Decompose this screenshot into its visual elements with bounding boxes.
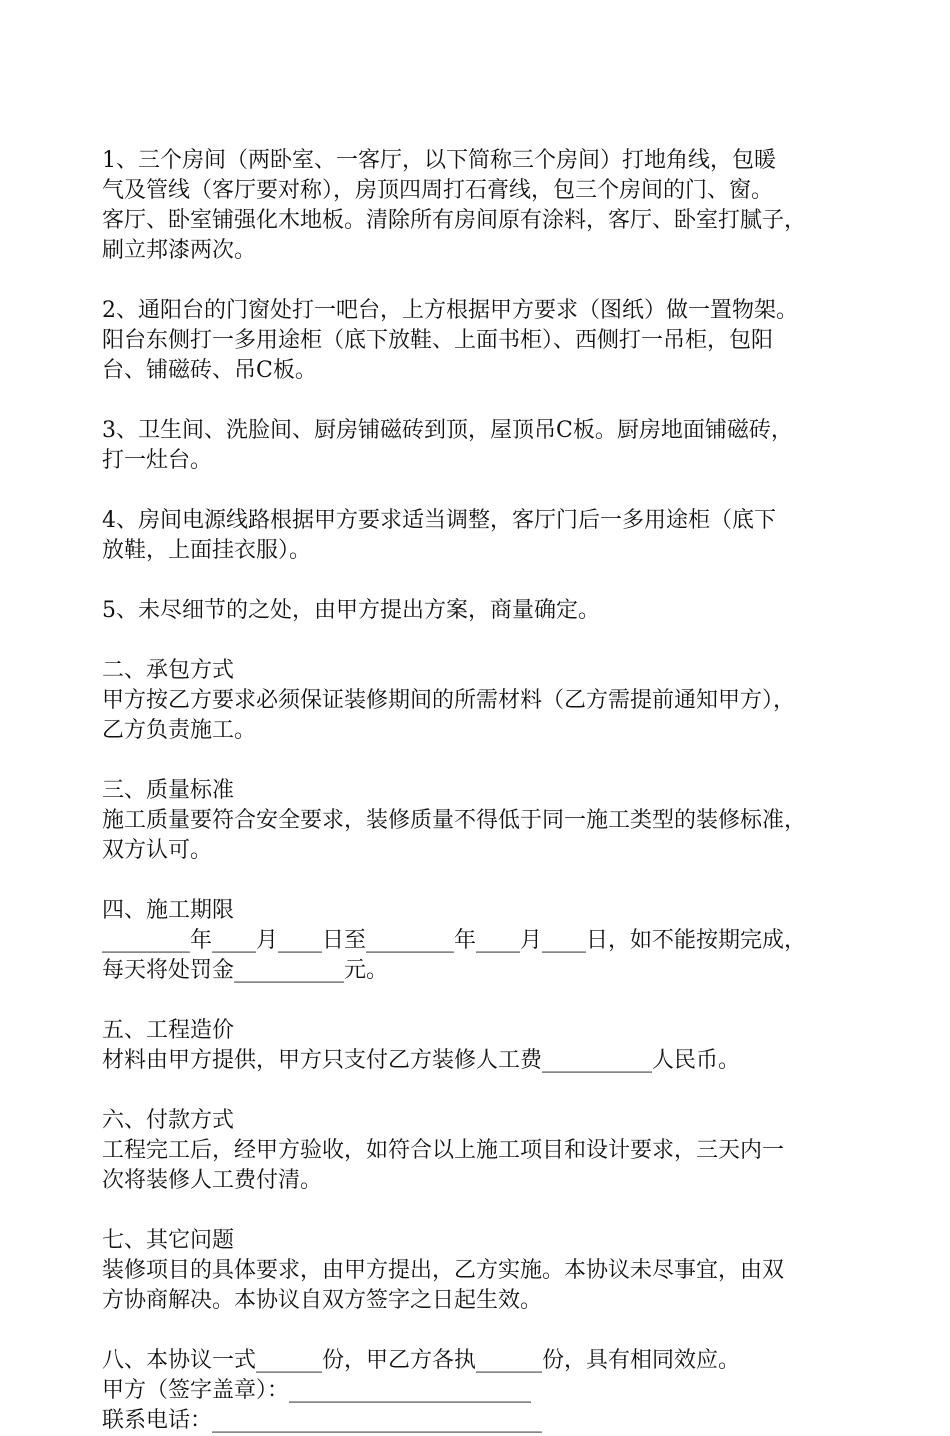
clause-item-1: 1、三个房间（两卧室、一客厅，以下简称三个房间）打地角线，包暖 气及管线（客厅要对称），房顶四周打石膏线，包三个房间的门、窗。 客厅、卧室铺强化木地板。清除所有房间原有涂料，客厅、卧室打腻子， 刷立邦漆两次。 [102, 148, 807, 263]
clause-item-5: 5、未尽细节的之处，由甲方提出方案，商量确定。 [102, 598, 600, 623]
section-contract-method: 二、承包方式 甲方按乙方要求必须保证装修期间的所需材料（乙方需提前通知甲方）， 乙方负责施工。 [102, 658, 796, 743]
section-quality-standard: 三、质量标准 施工质量要符合安全要求，装修质量不得低于同一施工类型的装修标准， 双方认可。 [102, 778, 807, 863]
clause-item-4: 4、房间电源线路根据甲方要求适当调整，客厅门后一多用途柜（底下 放鞋，上面挂衣服）。 [102, 508, 776, 563]
clause-item-3: 3、卫生间、洗脸间、厨房铺磁砖到顶，屋顶吊C板。厨房地面铺磁砖， 打一灶台。 [102, 418, 793, 473]
section-payment-method: 六、付款方式 工程完工后，经甲方验收，如符合以上施工项目和设计要求，三天内一 次将装修人工费付清。 [102, 1108, 785, 1193]
section-copies-and-signature: 八、本协议一式______份，甲乙方各执______份，具有相同效应。 甲方（签字盖章）：______________________ 联系电话：______________________________ [102, 1348, 741, 1433]
section-project-cost: 五、工程造价 材料由甲方提供，甲方只支付乙方装修人工费__________人民币。 [102, 1018, 741, 1073]
section-construction-period: 四、施工期限 ________年____月____日至________年____月____日，如不能按期完成， 每天将处罚金__________元。 [102, 898, 807, 983]
section-other-issues: 七、其它问题 装修项目的具体要求，由甲方提出，乙方实施。本协议未尽事宜，由双 方协商解决。本协议自双方签字之日起生效。 [102, 1228, 785, 1313]
clause-item-2: 2、通阳台的门窗处打一吧台，上方根据甲方要求（图纸）做一置物架。 阳台东侧打一多用途柜（底下放鞋、上面书柜）、西侧打一吊柜，包阳 台、铺磁砖、吊C板。 [102, 298, 798, 383]
document-body [102, 146, 872, 1436]
